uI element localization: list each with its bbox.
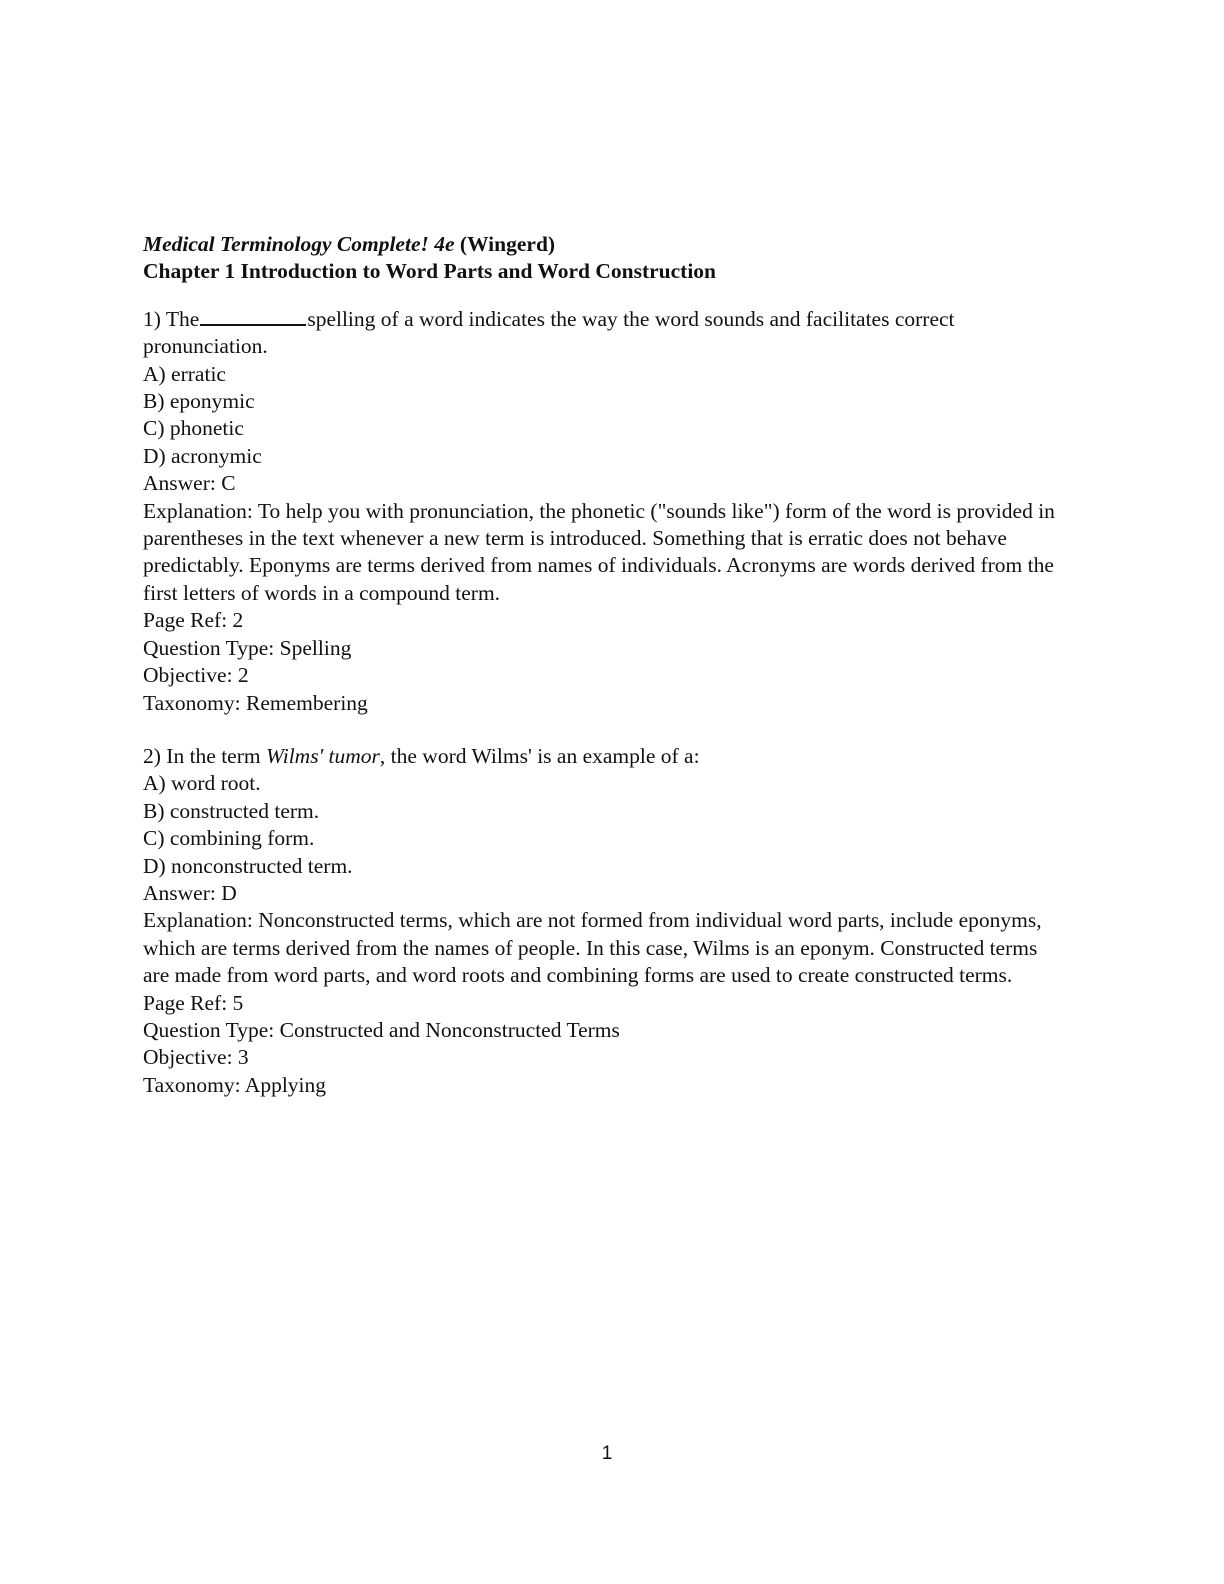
question-1 xyxy=(143,306,1083,717)
question-1-option-b: B) eponymic xyxy=(143,389,255,414)
question-2-objective: Objective: 3 xyxy=(143,1045,249,1070)
question-2-explanation: Explanation: Nonconstructed terms, which are not formed from individual word parts, include eponyms, which are terms derived from the names of people. In this case, Wilms is an eponym. Constructed terms are made from word parts, and word roots and combining forms are used to create constructed terms. xyxy=(143,908,1042,988)
question-1-option-a: A) erratic xyxy=(143,361,226,386)
question-2-option-b: B) constructed term. xyxy=(143,798,320,823)
question-2-option-c: C) combining form. xyxy=(143,826,315,851)
book-title: Medical Terminology Complete! 4e xyxy=(143,232,455,256)
question-2-taxonomy: Taxonomy: Applying xyxy=(143,1072,327,1097)
question-2-option-d: D) nonconstructed term. xyxy=(143,853,353,878)
question-2-page-ref: Page Ref: 5 xyxy=(143,990,244,1015)
question-1-objective: Objective: 2 xyxy=(143,663,249,688)
book-author: (Wingerd) xyxy=(459,232,556,256)
question-1-explanation: Explanation: To help you with pronunciation, the phonetic ("sounds like") form of the word is provided in parentheses in the text whenever a new term is introduced. Something that is erratic does not behave predictably. Eponyms are terms derived from names of individuals. Acronyms are words derived from the first letters of words in a compound term. xyxy=(143,498,1055,605)
question-2-option-a: A) word root. xyxy=(143,771,261,796)
question-1-number: 1) The xyxy=(143,306,200,331)
fill-in-blank xyxy=(200,306,306,326)
book-title-line xyxy=(143,231,1083,258)
question-1-page-ref: Page Ref: 2 xyxy=(143,608,244,633)
question-2-stem-suffix: , the word Wilms' is an example of a: xyxy=(379,743,700,768)
question-2-stem xyxy=(143,743,1083,770)
question-2-type: Question Type: Constructed and Nonconstructed Terms xyxy=(143,1017,620,1042)
question-1-type: Question Type: Spelling xyxy=(143,635,352,660)
question-1-taxonomy: Taxonomy: Remembering xyxy=(143,690,368,715)
question-1-option-c: C) phonetic xyxy=(143,416,244,441)
page-number: 1 xyxy=(601,1443,613,1464)
chapter-title: Chapter 1 Introduction to Word Parts and Word Construction xyxy=(143,259,717,284)
document-header xyxy=(143,231,1083,286)
question-1-option-d: D) acronymic xyxy=(143,443,262,468)
question-1-stem-text: spelling of a word indicates the way the word sounds and facilitates correct pronunciation. xyxy=(143,306,955,359)
question-1-stem xyxy=(143,306,1058,361)
question-2-answer: Answer: D xyxy=(143,880,237,905)
question-1-answer: Answer: C xyxy=(143,471,236,496)
question-2-stem-prefix: 2) In the term xyxy=(143,743,266,768)
document-body xyxy=(143,231,1083,1125)
question-2-term: Wilms' tumor xyxy=(266,743,380,768)
question-2 xyxy=(143,743,1083,1099)
